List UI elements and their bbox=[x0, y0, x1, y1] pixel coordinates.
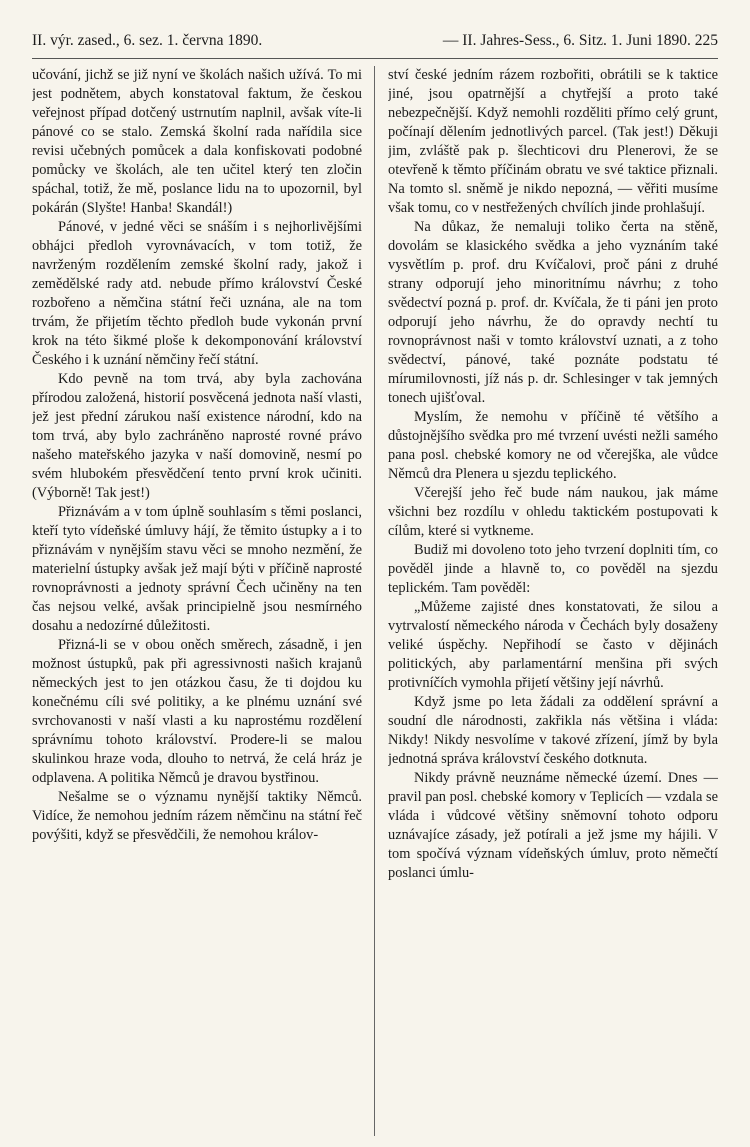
paragraph: Když jsme po leta žádali za oddělení správní a soudní dle národnosti, zakřikla nás většina i vláda: Nikdy! Nikdy nesvolíme v takové zřízení, jímž by byla jednotná správa království českého dotknuta. bbox=[388, 694, 718, 767]
paragraph: Budiž mi dovoleno toto jeho tvrzení doplniti tím, co pověděl jinde a hlavně to, co pověděl na sjezdu teplickém. Tam pověděl: bbox=[388, 542, 718, 596]
paragraph: Přiznávám a v tom úplně souhlasím s těmi poslanci, kteří tyto vídeňské úmluvy hájí, že těmito ústupky a i to přiznávám v nynějším stavu věci se mnoho nezmění, že materielní ústupky avšak jež mají býti v příčině naprosté rovnoprávnosti a jednoty správní Čech učiněny na ten čas nejsou velké, avšak principielně jsou nesmírného dosahu a nedozírné důležitosti. bbox=[32, 504, 362, 634]
paragraph: učování, jichž se již nyní ve školách našich užívá. To mi jest podnětem, abych konstatoval faktum, že českou veřejnost případ dotčený ustrnutím naplnil, avšak víte-li pánové co se stalo. Zemská školní rada nařídila sice revisi učebných pomůcek a dala konfiskovati podobné pomůcky ve školách, ale ten učitel který ten zločin spáchal, totiž, že mě, poslance lidu na to upozornil, byl pokárán (Slyšte! Hanba! Skandál!) bbox=[32, 67, 362, 216]
column-divider bbox=[374, 66, 375, 1136]
paragraph: Včerejší jeho řeč bude nám naukou, jak máme všichni bez rozdílu v ohledu taktickém postupovati k cílům, které si vytkneme. bbox=[388, 485, 718, 539]
running-header bbox=[32, 26, 718, 59]
paragraph: ství české jedním rázem rozbořiti, obrátili se k taktice jiné, jsou opatrnější a chytřejší a proto také nebezpečnější. Když nemohli rozděliti přímo celý grunt, počínají dělením jednotlivých parcel. (Tak jest!) Děkuji jim, zvláště pak p. šlechticovi dru Plenerovi, že se otevřeně k těmto příčinám obratu ve své taktice přiznali. Na tomto sl. sněmě je nikdo nepozná, — věřiti musíme však tomu, co v nestřežených chvílích jinde prohlašují. bbox=[388, 67, 718, 216]
paragraph: Myslím, že nemohu v příčině té většího a důstojnějšího svědka pro mé tvrzení uvésti nežli samého pana posl. chebské komory ne od včerejška, ale vůdce Němců dra Plenera u sjezdu teplického. bbox=[388, 409, 718, 482]
text-columns bbox=[32, 66, 718, 1142]
paragraph: „Můžeme zajisté dnes konstatovati, že silou a vytrvalostí německého národa v Čechách byly dosaženy veliké úspěchy. Nepřihodí se často v dějinách politických, aby parlamentární menšina při svých protivníčích vymohla přijetí většiny její návrhů. bbox=[388, 599, 718, 691]
right-column bbox=[388, 66, 718, 1142]
left-column bbox=[32, 66, 362, 1142]
header-german: — II. Jahres-Sess., 6. Sitz. 1. Juni 1890. 225 bbox=[442, 32, 718, 49]
paragraph: Na důkaz, že nemaluji toliko čerta na stěně, dovolám se klasického svědka a jeho vyznáním také vysvětlím p. prof. dru Kvíčalovi, proč páni z druhé strany odporují jeho minoritnímu návrhu; z toho svědectví pozná p. prof. dr. Kvíčala, že ti páni jen proto odporují jeho návrhu, že do opravdy nechtí tu rovnoprávnost naši v tomto království uznati, a z toho svědectví, pánové, také poznáte podstatu té mírumilovnosti, jíž nás p. dr. Schlesinger v tak jemných tonech ujišťoval. bbox=[388, 219, 718, 406]
paragraph: Pánové, v jedné věci se snáším i s nejhorlivějšími obhájci předloh vyrovnávacích, v tom totiž, že navrženým rozdělením zemské školní rady, jakož i zemědělské rady atd. nebude přímo království České rozbořeno a němčina státní řeči uznána, ale na tom trvám, že přijetím těchto předloh bude vykonán první krok na této šikmé ploše k dekomponování království Českého i k uznání němčiny řečí státní. bbox=[32, 219, 362, 368]
header-czech: II. výr. zased., 6. sez. 1. června 1890. bbox=[32, 32, 263, 49]
paragraph: Nikdy právně neuznáme německé území. Dnes — pravil pan posl. chebské komory v Teplicích — vzdala se vláda i vůdcové většiny sněmovní tohoto odporu uznávajíce zásady, jež potírali a jež jsme my hájili. V tom spočívá význam vídeňských úmluv, proto němečtí poslanci úmlu- bbox=[388, 770, 718, 881]
paragraph: Nešalme se o významu nynější taktiky Němců. Vidíce, že nemohou jedním rázem němčinu na státní řeč povýšiti, když se přesvědčili, že nemohou králov- bbox=[32, 789, 362, 843]
paragraph: Přizná-li se v obou oněch směrech, zásadně, i jen možnost ústupků, pak při agressivnosti našich krajanů německých jest to jen otázkou času, že ti dojdou ku konečnému cíli své politiky, a ke plnému uznání své svrchovanosti v naší vlasti a ku naprostému rozdělení správnímu tohoto království. Prodere-li se malou skulinkou hraze voda, dlouho to netrvá, že celá hráz je odplavena. A politika Němců je dravou bystřinou. bbox=[32, 637, 362, 786]
paragraph: Kdo pevně na tom trvá, aby byla zachována přírodou založená, historií posvěcená jednota naší vlasti, jež jest přední zárukou naší existence národní, kdo na tom trvá, aby bylo zachráněno naprosté rovné právo našeho mateřského jazyka v naší domovině, nesmí po svém hlubokém přesvědčení tento první krok učiniti. (Výborně! Tak jest!) bbox=[32, 371, 362, 501]
